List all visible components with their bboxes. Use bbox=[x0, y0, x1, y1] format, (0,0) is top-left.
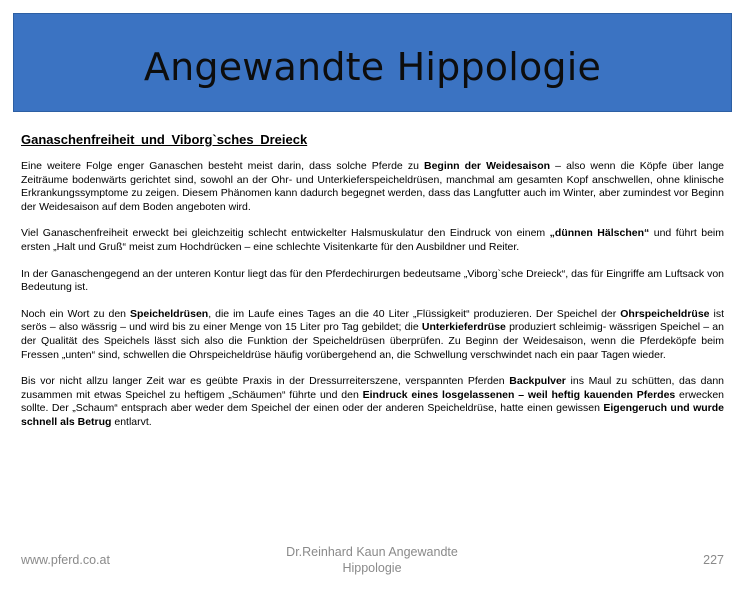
paragraph-text: ins Maul zu schütten, das dann zusammen mit etwas Speichel zu heftigem „Schäumen“ führte und den bbox=[21, 375, 724, 401]
paragraph-text: entlarvt. bbox=[111, 415, 152, 428]
paragraph-text: In der Ganaschengegend an der unteren Kontur liegt das für den Pferdechirurgen bedeutsame „Viborg`sche Dreieck“, das für Eingriffe am Luftsack von Bedeutung ist. bbox=[21, 267, 724, 294]
slide-content bbox=[21, 132, 724, 443]
paragraph-list bbox=[21, 160, 724, 430]
paragraph-text: – also wenn die Köpfe über lange Zeiträume bodenwärts gerichtet sind, sowohl an der Ohr- und Unterkieferspeicheldrüsen, manchmal am gesamten Kopf anschwellen, ohne klinische Erkrankungssymptome zu zeigen. Diesem Phänomen kann dadurch begegnet werden, dass das Langfutter auch im Winter, aber zumindest vor Beginn der Weidesaison auf dem Boden angeboten wird. bbox=[21, 160, 724, 213]
footer-author-line1: Dr.Reinhard Kaun Angewandte bbox=[286, 545, 458, 559]
paragraph-text: Bis vor nicht allzu langer Zeit war es geübte Praxis in der Dressurreiterszene, verspannten Pferden bbox=[21, 375, 510, 388]
bold-text: Backpulver bbox=[509, 375, 566, 388]
section-heading: Ganaschenfreiheit und Viborg`sches Dreieck bbox=[21, 132, 308, 147]
paragraph-text: Eine weitere Folge enger Ganaschen besteht meist darin, dass solche Pferde zu bbox=[21, 160, 424, 172]
page-number: 227 bbox=[703, 553, 724, 567]
title-banner bbox=[13, 13, 732, 112]
paragraph-text: Viel Ganaschenfreiheit erweckt bei gleichzeitig schlecht entwickelter Halsmuskulatur den Eindruck von einem bbox=[21, 227, 550, 240]
bold-text: Unterkieferdrüse bbox=[421, 321, 506, 334]
paragraph-text: erwecken sollte. Der „Schaum“ entsprach aber weder dem Speichel der einen oder der anderen Speicheldrüse, hatte einen gewissen bbox=[21, 388, 725, 415]
bold-text: Eindruck eines losgelassenen – weil heftig kauenden Pferdes bbox=[362, 388, 676, 401]
paragraph-text: und führt beim ersten „Halt und Gruß“ meist zum Hochdrücken – eine schlechte Visitenkarte für den Ausbildner und Reiter. bbox=[21, 227, 724, 253]
bold-text: „dünnen Hälschen“ bbox=[549, 227, 650, 240]
body-paragraph bbox=[21, 375, 724, 429]
paragraph-text: Noch ein Wort zu den bbox=[21, 307, 130, 320]
bold-text: Eigengeruch und wurde schnell als Betrug bbox=[21, 402, 724, 428]
footer-author bbox=[262, 544, 482, 576]
footer-author-line2: Hippologie bbox=[342, 561, 402, 575]
paragraph-text: produziert schleimig- wässrigen Speichel – an der Qualität des Speichels lässt sich also die Funktion der Speicheldrüsen überprüfen. Zu Beginn der Weidesaison, wenn die Pferdeköpfe beim Fressen „unten“ sind, schwellen die Ohrspeicheldrüse häufig vorübergehend an, die Schwellung verschwindet nach ein paar Tagen wieder. bbox=[21, 321, 724, 361]
body-paragraph bbox=[21, 268, 724, 295]
body-paragraph bbox=[21, 160, 724, 214]
bold-text: Ohrspeicheldrüse bbox=[620, 307, 710, 320]
body-paragraph bbox=[21, 308, 724, 362]
slide-title: Angewandte Hippologie bbox=[143, 44, 602, 89]
paragraph-text: ist serös – also wässrig – und wird bis zu einer Menge von 15 Liter pro Tag gebildet; die bbox=[21, 307, 724, 334]
bold-text: Beginn der Weidesaison bbox=[424, 160, 551, 172]
paragraph-text: , die im Laufe eines Tages an die 40 Liter „Flüssigkeit“ produzieren. Der Speichel der bbox=[208, 307, 621, 320]
bold-text: Speicheldrüsen bbox=[130, 307, 209, 320]
body-paragraph bbox=[21, 227, 724, 254]
footer-website: www.pferd.co.at bbox=[21, 553, 110, 567]
